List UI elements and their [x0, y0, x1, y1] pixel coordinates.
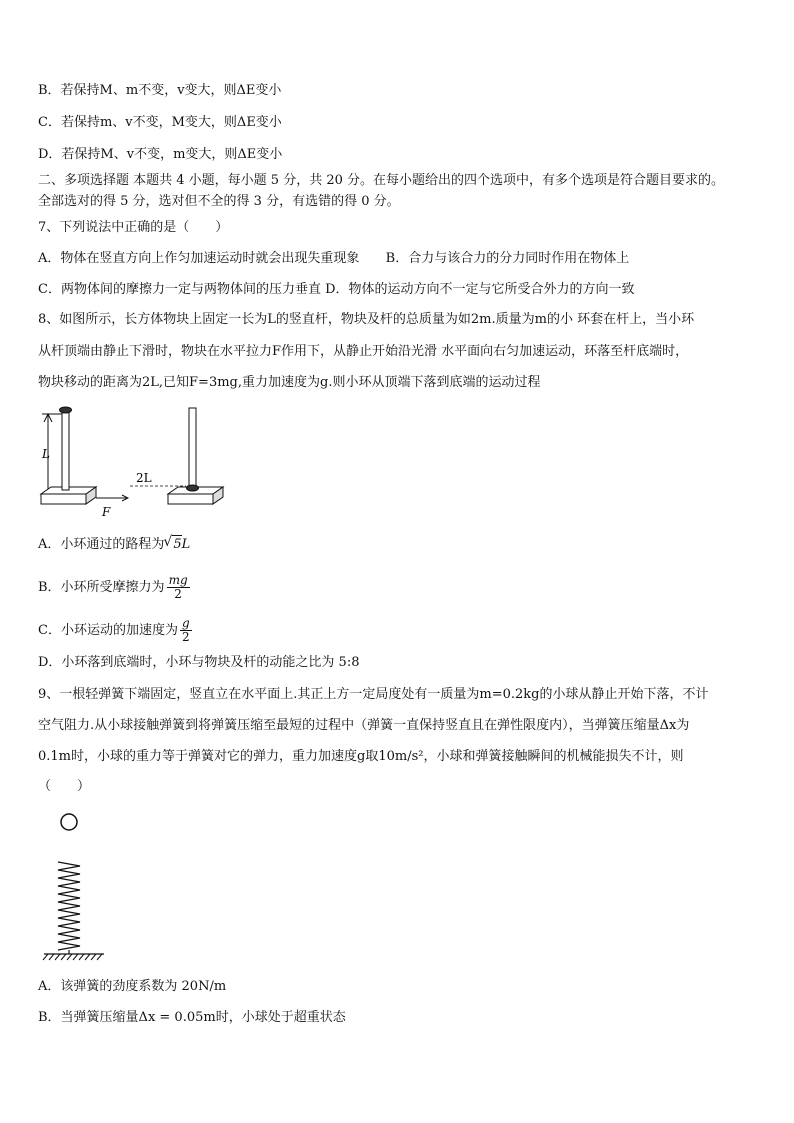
- q7-option-cd: [38, 281, 635, 299]
- section2-header-line1: 二、多项选择题 本题共 4 小题，每小题 5 分，共 20 分。在每小题给出的四个选项中，有多个选项是符合题目要求的。: [38, 173, 725, 188]
- ring-bottom: [187, 485, 199, 491]
- q8-stem-line2: 从杆顶端由静止下滑时，物块在水平拉力F作用下，从静止开始沿光滑 水平面向右匀加速运动，环落至杆底端时，: [38, 344, 689, 359]
- label-L: L: [42, 447, 50, 461]
- q9-stem-line3: 0.1m时，小球的重力等于弹簧对它的弹力，重力加速度g取10m/s²，小球和弹簧接触瞬间的机械能损失不计，则: [38, 749, 684, 764]
- q7-option-d: D．物体的运动方向不一定与它所受合外力的方向一致: [325, 282, 635, 297]
- q7-option-a: A．物体在竖直方向上作匀加速运动时就会出现失重现象: [38, 251, 360, 266]
- fraction-g-2: $\frac{g}{2}$: [181, 616, 190, 644]
- ball-icon: [61, 814, 77, 830]
- label-F: F: [102, 505, 111, 519]
- q9-option-b: B．当弹簧压缩量Δx = 0.05m时，小球处于超重状态: [38, 1010, 346, 1025]
- q6-option-d: D．若保持M、v不变，m变大，则ΔE变小: [38, 147, 283, 162]
- q9-stem-line2: 空气阻力.从小球接触弹簧到将弹簧压缩至最短的过程中（弹簧一直保持竖直且在弹性限度内），当弹簧压缩量Δx为: [38, 718, 690, 733]
- q6-option-c: C．若保持m、v不变，M变大，则ΔE变小: [38, 115, 282, 130]
- sqrt-symbol: √ 5: [172, 535, 181, 554]
- q7-option-ab: [38, 250, 629, 268]
- section2-header-line2: 全部选对的得 5 分，选对但不全的得 3 分，有选错的得 0 分。: [38, 194, 400, 209]
- q7-stem: 7、下列说法中正确的是（ ）: [38, 220, 229, 235]
- q9-option-a: A．该弹簧的劲度系数为 20N/m: [38, 979, 227, 994]
- fraction-mg-2: $\frac{mg}{2}$: [168, 573, 188, 601]
- label-2L: 2L: [136, 471, 152, 485]
- q8-option-a: A．小环通过的路程为√ 5L: [38, 535, 190, 554]
- q8-stem-line3: 物块移动的距离为2L,已知F=3mg,重力加速度为g.则小环从顶端下落到底端的运动过程: [38, 375, 541, 390]
- ground-hatch: [43, 954, 102, 960]
- q6-option-b: B．若保持M、m不变，v变大，则ΔE变小: [38, 83, 282, 98]
- q7-option-c: C．两物体间的摩擦力一定与两物体间的压力垂直: [38, 282, 321, 297]
- q8-stem-line1: 8、如图所示，长方体物块上固定一长为L的竖直杆，物块及杆的总质量为如2m.质量为m的小 环套在杆上，当小环: [38, 312, 695, 327]
- q8-figure: [38, 402, 238, 520]
- rod-left: [62, 408, 69, 490]
- ring-top: [60, 407, 72, 413]
- q9-stem-line1: 9、一根轻弹簧下端固定，竖直立在水平面上.其正上方一定局度处有一质量为m=0.2kg的小球从静止开始下落，不计: [38, 687, 709, 702]
- q8-option-c: C．小环运动的加速度为 $\frac{g}{2}$: [38, 616, 190, 644]
- q8-option-d: D．小环落到底端时，小环与物块及杆的动能之比为 5:8: [38, 655, 360, 670]
- q9-stem-line4: （ ）: [38, 779, 91, 794]
- rod-right: [189, 408, 196, 490]
- q9-figure: [40, 808, 120, 964]
- q8-option-b: B．小环所受摩擦力为 $\frac{mg}{2}$: [38, 573, 188, 601]
- q7-option-b: B．合力与该合力的分力同时作用在物体上: [385, 251, 630, 266]
- spring-icon: [58, 862, 80, 950]
